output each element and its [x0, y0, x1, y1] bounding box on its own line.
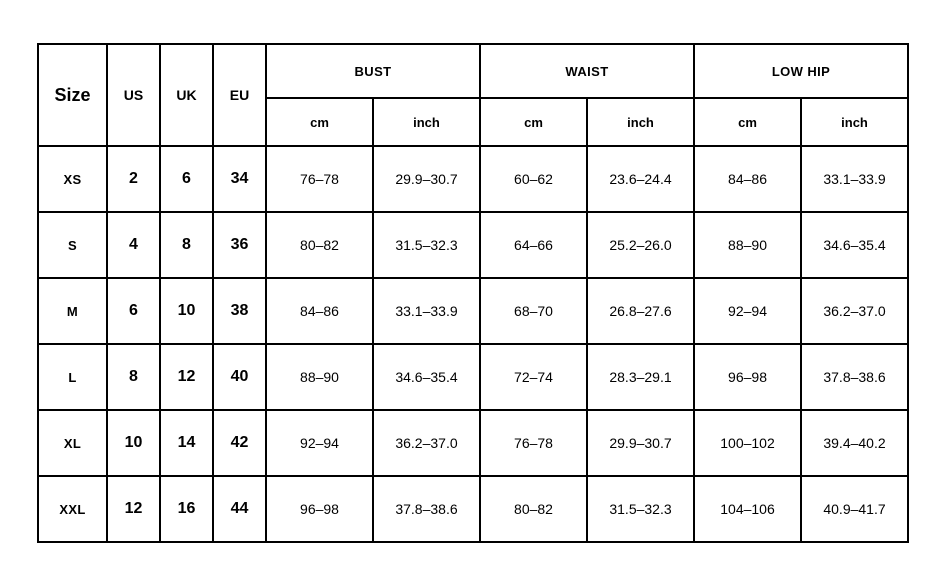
header-group-bust: BUST: [266, 44, 480, 98]
header-lowhip-inch: inch: [801, 98, 908, 146]
bust-cm-value: 96–98: [266, 476, 373, 542]
lowhip-cm-value: 92–94: [694, 278, 801, 344]
lowhip-cm-value: 104–106: [694, 476, 801, 542]
eu-value: 40: [213, 344, 266, 410]
waist-inch-value: 31.5–32.3: [587, 476, 694, 542]
bust-cm-value: 76–78: [266, 146, 373, 212]
eu-value: 38: [213, 278, 266, 344]
waist-cm-value: 68–70: [480, 278, 587, 344]
table-row-xs: [38, 146, 908, 212]
table-row-xl: [38, 410, 908, 476]
us-value: 8: [107, 344, 160, 410]
eu-value: 44: [213, 476, 266, 542]
size-label: XL: [38, 410, 107, 476]
lowhip-inch-value: 37.8–38.6: [801, 344, 908, 410]
header-waist-inch: inch: [587, 98, 694, 146]
lowhip-inch-value: 40.9–41.7: [801, 476, 908, 542]
header-group-lowhip: LOW HIP: [694, 44, 908, 98]
lowhip-cm-value: 84–86: [694, 146, 801, 212]
header-us: US: [107, 44, 160, 146]
header-lowhip-cm: cm: [694, 98, 801, 146]
us-value: 4: [107, 212, 160, 278]
table-row-l: [38, 344, 908, 410]
table-row-m: [38, 278, 908, 344]
size-label: S: [38, 212, 107, 278]
size-label: XS: [38, 146, 107, 212]
bust-cm-value: 80–82: [266, 212, 373, 278]
lowhip-inch-value: 33.1–33.9: [801, 146, 908, 212]
header-eu: EU: [213, 44, 266, 146]
bust-inch-value: 34.6–35.4: [373, 344, 480, 410]
bust-inch-value: 33.1–33.9: [373, 278, 480, 344]
size-chart-container: [37, 43, 909, 543]
size-label: XXL: [38, 476, 107, 542]
uk-value: 8: [160, 212, 213, 278]
bust-inch-value: 36.2–37.0: [373, 410, 480, 476]
waist-cm-value: 72–74: [480, 344, 587, 410]
bust-cm-value: 84–86: [266, 278, 373, 344]
bust-inch-value: 37.8–38.6: [373, 476, 480, 542]
bust-cm-value: 88–90: [266, 344, 373, 410]
lowhip-cm-value: 96–98: [694, 344, 801, 410]
size-label: M: [38, 278, 107, 344]
us-value: 2: [107, 146, 160, 212]
waist-inch-value: 23.6–24.4: [587, 146, 694, 212]
us-value: 6: [107, 278, 160, 344]
size-chart-table: [37, 43, 909, 543]
bust-inch-value: 31.5–32.3: [373, 212, 480, 278]
lowhip-inch-value: 39.4–40.2: [801, 410, 908, 476]
waist-cm-value: 80–82: [480, 476, 587, 542]
size-label: L: [38, 344, 107, 410]
waist-inch-value: 25.2–26.0: [587, 212, 694, 278]
waist-inch-value: 29.9–30.7: [587, 410, 694, 476]
lowhip-cm-value: 88–90: [694, 212, 801, 278]
table-row-s: [38, 212, 908, 278]
header-size: Size: [38, 44, 107, 146]
uk-value: 12: [160, 344, 213, 410]
us-value: 12: [107, 476, 160, 542]
lowhip-inch-value: 36.2–37.0: [801, 278, 908, 344]
uk-value: 14: [160, 410, 213, 476]
header-group-waist: WAIST: [480, 44, 694, 98]
uk-value: 10: [160, 278, 213, 344]
uk-value: 16: [160, 476, 213, 542]
header-bust-inch: inch: [373, 98, 480, 146]
lowhip-cm-value: 100–102: [694, 410, 801, 476]
eu-value: 42: [213, 410, 266, 476]
eu-value: 36: [213, 212, 266, 278]
eu-value: 34: [213, 146, 266, 212]
header-bust-cm: cm: [266, 98, 373, 146]
bust-inch-value: 29.9–30.7: [373, 146, 480, 212]
table-row-xxl: [38, 476, 908, 542]
waist-cm-value: 64–66: [480, 212, 587, 278]
lowhip-inch-value: 34.6–35.4: [801, 212, 908, 278]
us-value: 10: [107, 410, 160, 476]
bust-cm-value: 92–94: [266, 410, 373, 476]
uk-value: 6: [160, 146, 213, 212]
waist-inch-value: 26.8–27.6: [587, 278, 694, 344]
waist-cm-value: 76–78: [480, 410, 587, 476]
header-row-groups: [38, 44, 908, 98]
header-uk: UK: [160, 44, 213, 146]
header-waist-cm: cm: [480, 98, 587, 146]
waist-inch-value: 28.3–29.1: [587, 344, 694, 410]
waist-cm-value: 60–62: [480, 146, 587, 212]
